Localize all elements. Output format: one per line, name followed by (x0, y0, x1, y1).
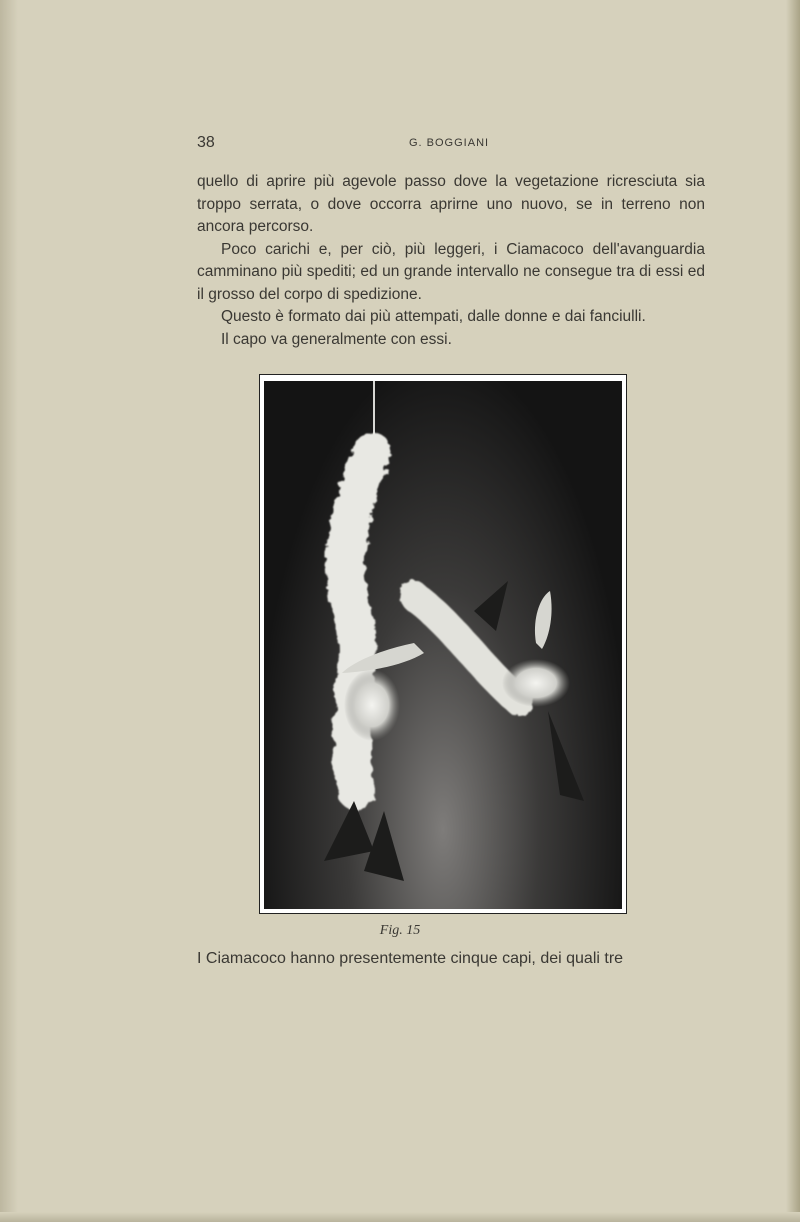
paragraph-4: Il capo va generalmente con essi. (221, 330, 452, 348)
page-edge-bottom (0, 1212, 800, 1222)
figure-frame (259, 374, 627, 914)
page-shadow-left (0, 0, 18, 1222)
body-text (197, 171, 705, 351)
paragraph-3: Questo è formato dai più attempati, dalle donne e dai fanciulli. (221, 308, 646, 325)
paragraph-1: quello di aprire più agevole passo dove la vegetazione ricresciuta sia troppo serrata, o dove occorra aprirne uno nuovo, se in terreno non ancora percorso. (197, 173, 705, 235)
page-number: 38 (197, 134, 215, 151)
closing-line: I Ciamacoco hanno presentemente cinque capi, dei quali tre (197, 950, 624, 967)
running-head (197, 134, 697, 154)
feather-ornament-illustration (264, 381, 622, 909)
feather-tuft (502, 659, 570, 707)
page-shadow-right (786, 0, 800, 1222)
running-head-author: G. BOGGIANI (409, 137, 490, 149)
figure-caption: Fig. 15 (379, 923, 421, 938)
feather-tuft (344, 669, 400, 741)
feather-headdress-photo (264, 381, 622, 909)
paragraph-2: Poco carichi e, per ciò, più leggeri, i Ciamacoco dell'avanguardia camminano più spediti; ed un grande intervallo ne consegue tra di essi ed il grosso del corpo di spedizione. (197, 240, 705, 303)
